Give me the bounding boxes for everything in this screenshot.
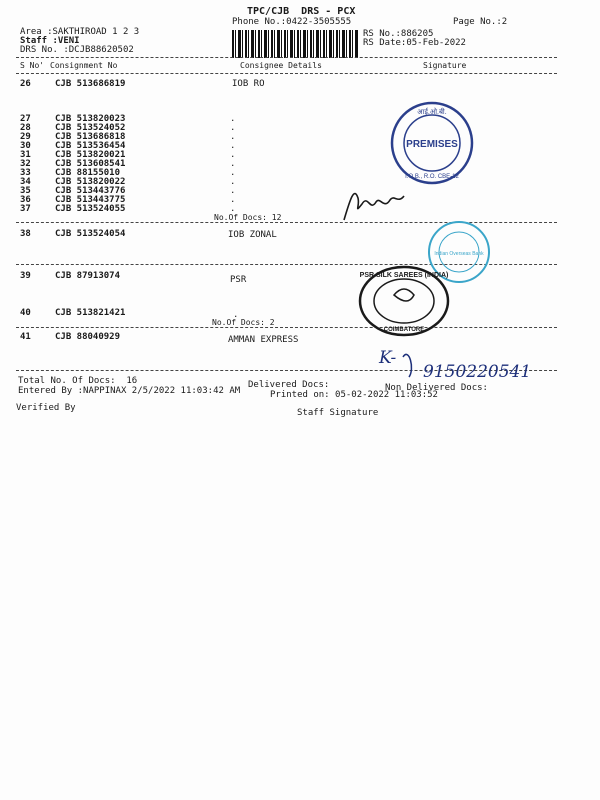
col-consignment: Consignment No bbox=[50, 61, 118, 70]
row-sno: 38 bbox=[20, 229, 31, 239]
barcode bbox=[232, 30, 358, 58]
handwritten-signature bbox=[340, 180, 410, 225]
row-sno: 39 bbox=[20, 271, 31, 281]
row-consignment: CJB 513820021 bbox=[55, 150, 126, 160]
row-consignee: . bbox=[230, 141, 236, 151]
stamp-psr-text: PSR SILK SAREES (INDIA) bbox=[359, 272, 449, 279]
row-consignee: . bbox=[230, 159, 236, 169]
row-sno: 40 bbox=[20, 308, 31, 318]
stamp-premises-text: PREMISES bbox=[406, 139, 458, 150]
staff-label: Staff :VENI bbox=[20, 36, 80, 46]
row-consignee: . bbox=[233, 310, 239, 320]
row-consignment: CJB 513686818 bbox=[55, 132, 126, 142]
row-consignment: CJB 513686819 bbox=[55, 79, 126, 89]
row-consignment: CJB 88155010 bbox=[55, 168, 121, 178]
verified-by: Verified By bbox=[16, 403, 76, 413]
divider bbox=[16, 73, 557, 74]
divider bbox=[16, 327, 557, 328]
stamp-premises-subtext: I.O.B., R.O. CBE-12 bbox=[405, 174, 459, 180]
row-consignee: . bbox=[230, 195, 236, 205]
rs-date: RS Date:05-Feb-2022 bbox=[363, 38, 466, 48]
row-consignment: CJB 513820023 bbox=[55, 114, 126, 124]
stamp-iob-zonal-text: Indian Overseas Bank bbox=[434, 251, 484, 257]
handwritten-phone bbox=[375, 343, 565, 385]
row-sno: 41 bbox=[20, 332, 31, 342]
row-consignment: CJB 513821421 bbox=[55, 308, 126, 318]
row-consignee: PSR bbox=[230, 275, 247, 285]
rs-number: RS No.:886205 bbox=[363, 29, 434, 39]
row-sno: 37 bbox=[20, 204, 31, 214]
row-consignee: . bbox=[230, 123, 236, 133]
area-label: Area :SAKTHIROAD 1 2 3 bbox=[20, 27, 140, 37]
row-consignment: CJB 513524052 bbox=[55, 123, 126, 133]
row-consignee: . bbox=[230, 186, 236, 196]
staff-signature-label: Staff Signature bbox=[297, 408, 379, 418]
row-consignment: CJB 513443776 bbox=[55, 186, 126, 196]
row-consignment: CJB 513443775 bbox=[55, 195, 126, 205]
row-consignment: CJB 513524054 bbox=[55, 229, 126, 239]
row-consignee: . bbox=[230, 204, 236, 214]
row-consignment: CJB 87913074 bbox=[55, 271, 121, 281]
row-consignee: . bbox=[230, 132, 236, 142]
row-consignee: IOB ZONAL bbox=[228, 230, 277, 240]
docs-count: No.Of Docs: 12 bbox=[214, 213, 282, 222]
total-docs: Total No. Of Docs: 16 bbox=[18, 376, 138, 386]
handwritten-phone-number: 9150220541 bbox=[423, 362, 532, 382]
row-sno: 32 bbox=[20, 159, 31, 169]
delivered-docs: Delivered Docs: bbox=[248, 380, 330, 390]
phone-number: Phone No.:0422-3505555 bbox=[232, 17, 352, 27]
row-consignee: . bbox=[230, 114, 236, 124]
stamp-psr-subtext: COIMBATORE bbox=[383, 327, 425, 333]
row-sno: 30 bbox=[20, 141, 31, 151]
row-sno: 27 bbox=[20, 114, 31, 124]
col-signature: Signature bbox=[423, 61, 467, 70]
col-consignee: Consignee Details bbox=[240, 61, 322, 70]
row-sno: 28 bbox=[20, 123, 31, 133]
row-sno: 26 bbox=[20, 79, 31, 89]
printed-on: Printed on: 05-02-2022 11:03:52 bbox=[270, 390, 438, 400]
row-consignee: AMMAN EXPRESS bbox=[228, 335, 299, 345]
docs-count: No.Of Docs: 2 bbox=[212, 318, 275, 327]
row-consignment: CJB 513820022 bbox=[55, 177, 126, 187]
page-number: Page No.:2 bbox=[453, 17, 508, 27]
row-sno: 34 bbox=[20, 177, 31, 187]
row-sno: 29 bbox=[20, 132, 31, 142]
handwritten-initials: K- bbox=[379, 348, 397, 368]
row-sno: 35 bbox=[20, 186, 31, 196]
row-consignee: . bbox=[230, 168, 236, 178]
svg-text:आई.ओ.बी.: आई.ओ.बी. bbox=[417, 109, 447, 116]
row-consignment: CJB 513524055 bbox=[55, 204, 126, 214]
divider bbox=[16, 57, 557, 58]
row-consignment: CJB 513536454 bbox=[55, 141, 126, 151]
row-sno: 31 bbox=[20, 150, 31, 160]
row-sno: 33 bbox=[20, 168, 31, 178]
row-consignee: IOB RO bbox=[232, 79, 265, 89]
row-consignee: . bbox=[230, 150, 236, 160]
row-consignee: . bbox=[230, 177, 236, 187]
iob-premises-stamp bbox=[389, 100, 475, 186]
psr-silk-stamp bbox=[358, 265, 450, 337]
row-consignment: CJB 513608541 bbox=[55, 159, 126, 169]
report-title: TPC/CJB DRS - PCX bbox=[247, 6, 356, 17]
col-sno: S No' bbox=[20, 61, 45, 70]
non-delivered-docs: Non Delivered Docs: bbox=[385, 383, 488, 393]
row-consignment: CJB 88040929 bbox=[55, 332, 121, 342]
drs-number: DRS No. :DCJB88620502 bbox=[20, 45, 134, 55]
entered-by: Entered By :NAPPINAX 2/5/2022 11:03:42 AM bbox=[18, 386, 241, 396]
row-sno: 36 bbox=[20, 195, 31, 205]
